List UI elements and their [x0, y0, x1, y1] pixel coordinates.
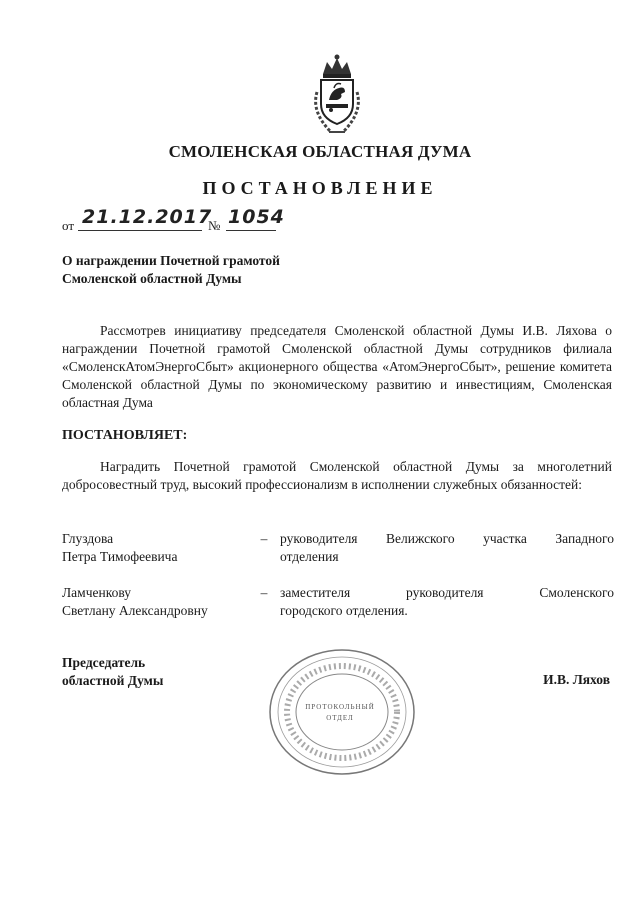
awardee-surname: Ламченкову: [62, 585, 131, 600]
decree-paragraph: Наградить Почетной грамотой Смоленской областной Думы за многолетний добросовестный труд, высокий профессионализм в исполнении служебных обязанностей:: [62, 459, 612, 492]
signatory-title: [62, 654, 163, 690]
signatory-name: И.В. Ляхов: [543, 672, 610, 687]
awardee-position-line-2: городского отделения.: [280, 603, 408, 618]
awardee-position: [280, 530, 614, 566]
decree-heading: ПОСТАНОВЛЯЕТ:: [62, 428, 188, 443]
organization-title: СМОЛЕНСКАЯ ОБЛАСТНАЯ ДУМА: [168, 142, 472, 161]
handwritten-number: 1054: [228, 206, 285, 228]
awardee-dash: –: [260, 585, 268, 600]
date-underline: [78, 230, 202, 231]
awardee-name: [62, 584, 252, 620]
awardee-name: [62, 530, 252, 566]
stamp-center-text: [296, 702, 384, 730]
document-type-title: ПОСТАНОВЛЕНИЕ: [202, 178, 438, 198]
preamble-paragraph: Рассмотрев инициативу председателя Смоленской областной Думы И.В. Ляхова о награждении Почетной грамотой Смоленской областной Думы сотрудников филиала «СмоленскАтомЭнергоСбыт» акционерного общества «АтомЭнергоСбыт», решение комитета Смоленской областной Думы по экономическому развитию и инвестициям, Смоленская областная Дума: [62, 323, 612, 410]
awardee-surname: Глуздова: [62, 531, 114, 546]
subject-line-2: Смоленской областной Думы: [62, 271, 242, 286]
awardee-position-line-1: руководителя Велижского участка Западного: [280, 531, 614, 546]
awardee-given-names: Светлану Александровну: [62, 603, 208, 618]
handwritten-date: 21.12.2017: [82, 206, 213, 228]
number-underline: [226, 230, 276, 231]
number-prefix: №: [208, 218, 221, 233]
stamp-center-line-1: ПРОТОКОЛЬНЫЙ: [305, 703, 375, 711]
awardee-position: [280, 584, 614, 620]
signatory-title-line-2: областной Думы: [62, 673, 164, 688]
smolensk-coat-of-arms-icon: [301, 52, 373, 138]
awardee-dash: –: [260, 531, 268, 546]
signatory-title-line-1: Председатель: [62, 655, 146, 670]
subject-line-1: О награждении Почетной грамотой: [62, 253, 280, 268]
stamp-center-line-2: ОТДЕЛ: [326, 714, 354, 722]
awardee-position-line-2: отделения: [280, 549, 339, 564]
date-prefix: от: [62, 218, 75, 233]
awardee-position-line-1: заместителя руководителя Смоленского: [280, 585, 614, 600]
document-subject: [62, 252, 362, 288]
awardee-given-names: Петра Тимофеевича: [62, 549, 178, 564]
